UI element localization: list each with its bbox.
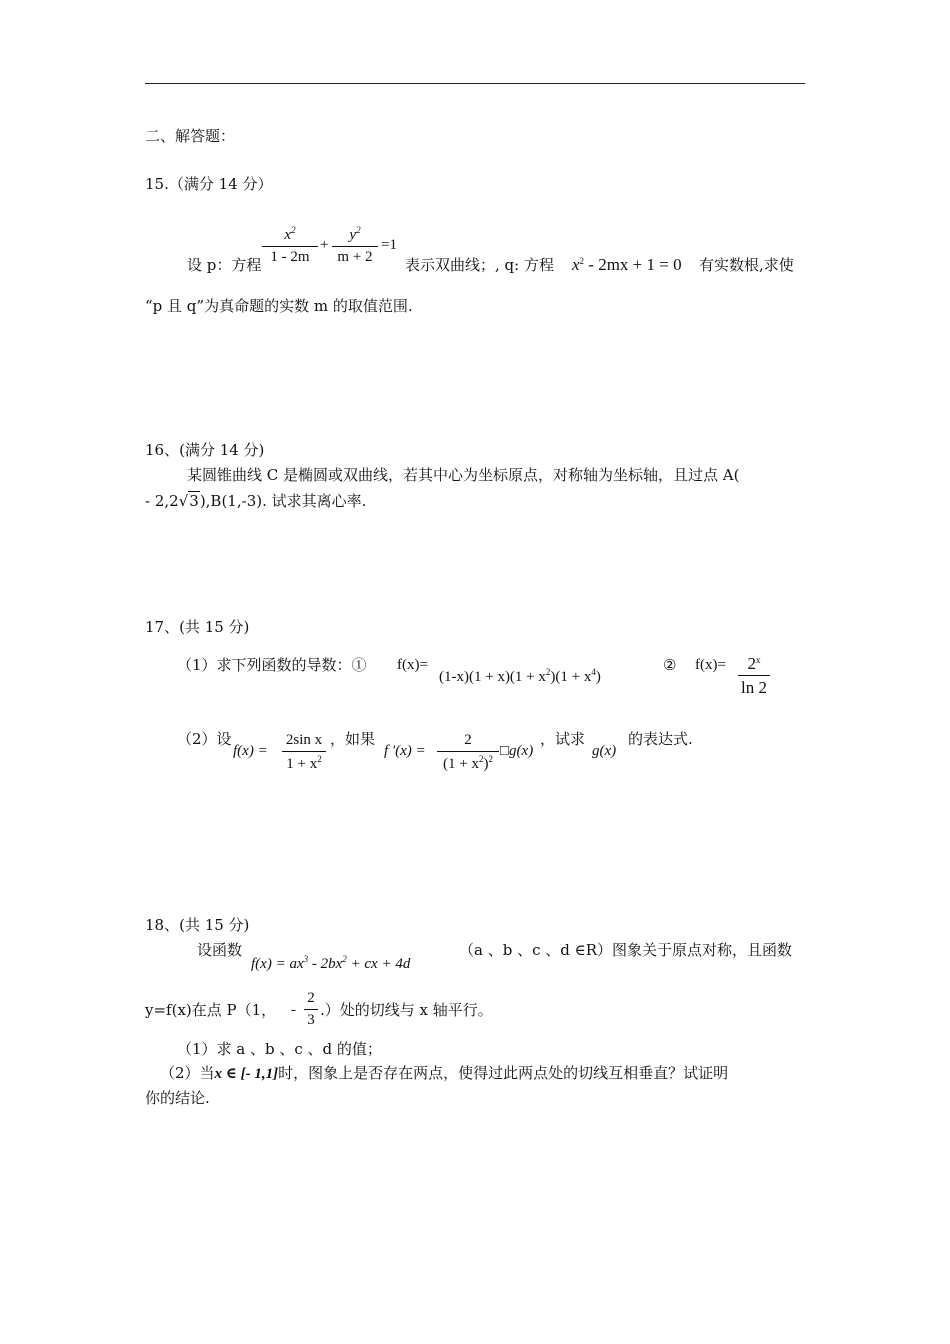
q17-p2-fraction: 2sin x $1 + x^2$: [282, 733, 326, 772]
q15-header: 15.（满分 14 分）: [145, 175, 273, 193]
q17-p2-fpx: f '(x) =: [384, 743, 426, 759]
q15-equation: $x^2 - 2mx + 1 = 0$: [572, 255, 682, 274]
q15-frac1-num: x: [284, 227, 292, 243]
q17-p1-fraction: 2$^x$ ln 2: [738, 655, 770, 696]
q15-frac1-den: 1 - 2m: [270, 249, 310, 265]
q17-p2-fraction2: 2 $(1 + x^2)^2$: [437, 733, 499, 772]
header-rule: [145, 83, 805, 84]
q17-p2-gx2: g(x): [592, 743, 617, 759]
q15-text-b: 表示双曲线；, q: 方程: [405, 256, 554, 274]
q15-text-c: 有实数根,求使: [699, 256, 794, 274]
q15-fraction-2: $y^2$ m + 2: [332, 226, 378, 265]
q16-header: 16、(满分 14 分): [145, 441, 265, 459]
q17-p1-fx: f(x)=: [397, 657, 428, 673]
q18-p1: （1）求 a 、b 、c 、d 的值；: [177, 1040, 382, 1058]
q18-line2-minus: -: [291, 1002, 296, 1018]
q18-line2-a: y=f(x)在点 P（1，: [145, 1001, 277, 1019]
q17-header: 17、(共 15 分): [145, 618, 250, 636]
q17-p1-label: （1）求下列函数的导数：①: [177, 656, 367, 674]
q15-fraction-1: $x^2$ 1 - 2m: [262, 226, 318, 265]
q17-p1-fx2: f(x)=: [695, 657, 726, 673]
q18-header: 18、(共 15 分): [145, 916, 250, 934]
q17-p2-try: ，试求: [540, 730, 586, 748]
q17-p2-fx: f(x) =: [233, 743, 268, 759]
q17-p2-label: （2）设: [177, 730, 232, 748]
q18-fraction: 2 3: [304, 991, 318, 1028]
q16-line1: 某圆锥曲线 C 是椭圆或双曲线，若其中心为坐标原点，对称轴为坐标轴，且过点 A(: [187, 466, 740, 484]
q15-frac2-num: y: [349, 227, 357, 243]
q17-p1-expression: $(1-x)(1 + x)(1 + x^2)(1 + x^4)$: [439, 667, 601, 685]
q17-p2-gx: □g(x): [500, 743, 534, 759]
section-title: 二、解答题：: [145, 127, 236, 145]
q18-function: $f(x) = ax^3 - 2bx^2$ + cx + 4d: [251, 954, 411, 972]
q17-p2-mid: ，如果: [330, 730, 376, 748]
q18-line1-b: （a 、b 、c 、d ∈R）图象关于原点对称，且函数: [459, 941, 793, 959]
q18-p2-line: （2）当x ∈ [- 1,1]时，图象上是否存在两点，使得过此两点处的切线互相垂直？试证明: [160, 1064, 729, 1082]
q18-line2-b: .）处的切线与 x 轴平行。: [320, 1001, 493, 1019]
q17-circle-2: ②: [663, 656, 677, 674]
q18-p2-c: 你的结论.: [145, 1089, 210, 1107]
q15-plus: +: [320, 237, 329, 253]
q15-frac2-den: m + 2: [337, 249, 373, 265]
q15-text-a: 设 p：方程: [187, 256, 262, 274]
q15-eq: =1: [381, 237, 397, 253]
q17-p2-end: 的表达式.: [628, 730, 693, 748]
q16-line2: - 2,2√3),B(1,-3). 试求其离心率.: [145, 492, 367, 510]
q15-line2: “p 且 q”为真命题的实数 m 的取值范围.: [145, 297, 413, 315]
q18-line1-a: 设函数: [197, 941, 243, 959]
